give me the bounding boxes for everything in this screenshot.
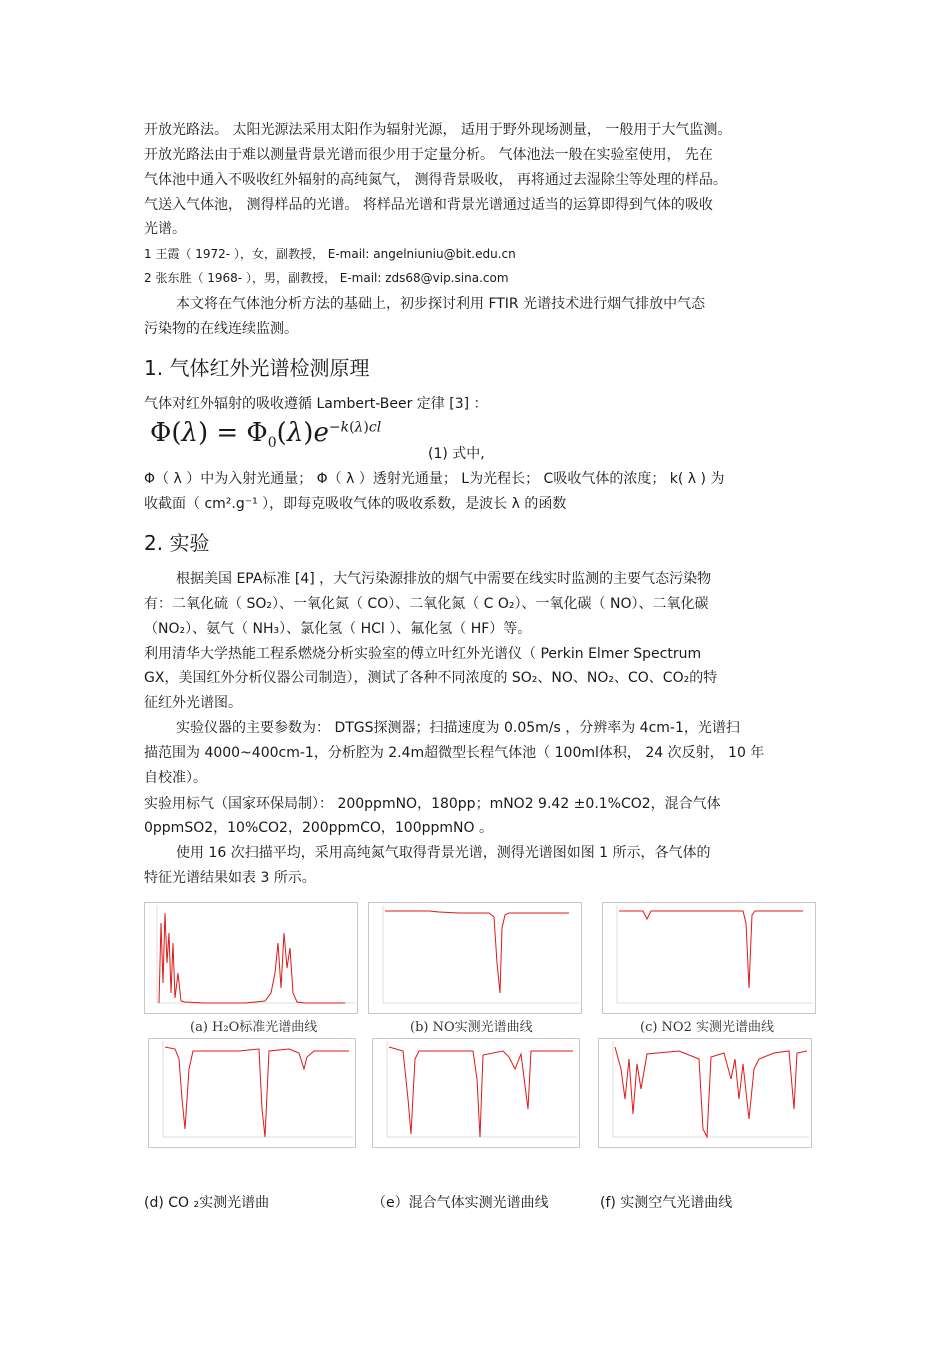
caption-a: (a) H₂O标准光谱曲线 bbox=[190, 1020, 318, 1035]
section2-line: 0ppmSO2，10%CO2，200ppmCO，100ppmNO 。 bbox=[144, 820, 493, 836]
section2-line: （NO₂）、氨气（ NH₃）、氯化氢（ HCl ）、氟化氢（ HF）等。 bbox=[144, 621, 532, 637]
section2-line: GX，美国红外分析仪器公司制造），测试了各种不同浓度的 SO₂、NO、NO₂、CO、CO₂的特 bbox=[144, 670, 718, 686]
spectrum-no bbox=[368, 902, 582, 1014]
caption-e: （e）混合气体实测光谱曲线 bbox=[372, 1195, 549, 1211]
spectrum-no2 bbox=[602, 902, 816, 1014]
section1-lead: 气体对红外辐射的吸收遵循 Lambert-Beer 定律 [3] ： bbox=[144, 396, 488, 412]
paragraph-line: 气送入气体池， 测得样品的光谱。 将样品光谱和背景光谱通过适当的运算即得到气体的吸收 bbox=[144, 197, 713, 213]
spectrum-h2o bbox=[144, 902, 358, 1014]
section2-line: 征红外光谱图。 bbox=[144, 695, 242, 711]
paragraph-line: 开放光路法。 太阳光源法采用太阳作为辐射光源， 适用于野外现场测量， 一般用于大气监测。 bbox=[144, 122, 732, 138]
section2-line: 描范围为 4000~400cm-1，分析腔为 2.4m超微型长程气体池（ 100ml体积， 24 次反射， 10 年 bbox=[144, 745, 765, 761]
section2-line: 使用 16 次扫描平均，采用高纯氮气取得背景光谱，测得光谱图如图 1 所示，各气体的 bbox=[176, 845, 711, 861]
section2-line: 自校准）。 bbox=[144, 770, 207, 786]
caption-c: (c) NO2 实测光谱曲线 bbox=[640, 1020, 774, 1035]
section-heading-1: 1. 气体红外光谱检测原理 bbox=[144, 356, 370, 380]
paragraph-line: 开放光路法由于难以测量背景光谱而很少用于定量分析。 气体池法一般在实验室使用， 先在 bbox=[144, 147, 713, 163]
spectrum-air bbox=[598, 1038, 812, 1148]
equation-label: (1) 式中, bbox=[428, 446, 485, 462]
section2-line: 特征光谱结果如表 3 所示。 bbox=[144, 870, 316, 886]
intro-line: 本文将在气体池分析方法的基础上，初步探讨利用 FTIR 光谱技术进行烟气排放中气态 bbox=[176, 296, 706, 312]
definition-line: 收截面（ cm².g⁻¹ ），即每克吸收气体的吸收系数，是波长 λ 的函数 bbox=[144, 496, 567, 512]
section2-line: 实验用标气（国家环保局制）： 200ppmNO，180pp；mNO2 9.42 ±0.1%CO2，混合气体 bbox=[144, 796, 721, 812]
section2-line: 有：二氧化硫（ SO₂）、一氧化氮（ CO）、二氧化氮（ C O₂）、一氧化碳（ NO）、二氧化碳 bbox=[144, 596, 709, 612]
paragraph-line: 光谱。 bbox=[144, 221, 186, 237]
footnote-2: 2 张东胜（ 1968- ），男，副教授， E-mail: zds68@vip.sina.com bbox=[144, 271, 509, 285]
caption-b: (b) NO实测光谱曲线 bbox=[410, 1020, 533, 1035]
caption-f: (f) 实测空气光谱曲线 bbox=[600, 1195, 733, 1211]
intro-line: 污染物的在线连续监测。 bbox=[144, 321, 298, 337]
footnote-1: 1 王霞（ 1972- ），女，副教授， E-mail: angelniuniu@bit.edu.cn bbox=[144, 247, 516, 261]
paragraph-line: 气体池中通入不吸收红外辐射的高纯氮气， 测得背景吸收， 再将通过去湿除尘等处理的样品。 bbox=[144, 172, 727, 188]
lambert-beer-equation: $\Phi(\lambda) = \Phi_0(\lambda)e^{-k(\lambda)cl}$ bbox=[150, 418, 382, 452]
spectrum-mixed-gas bbox=[372, 1038, 580, 1148]
section2-line: 利用清华大学热能工程系燃烧分析实验室的傅立叶红外光谱仪（ Perkin Elmer Spectrum bbox=[144, 646, 702, 662]
section-heading-2: 2. 实验 bbox=[144, 531, 210, 555]
section2-line: 实验仪器的主要参数为： DTGS探测器；扫描速度为 0.05m/s ，分辨率为 4cm-1，光谱扫 bbox=[176, 720, 740, 736]
spectrum-co2 bbox=[148, 1038, 356, 1148]
section2-line: 根据美国 EPA标准 [4] ，大气污染源排放的烟气中需要在线实时监测的主要气态污染物 bbox=[176, 571, 712, 587]
caption-d: (d) CO ₂实测光谱曲 bbox=[144, 1195, 270, 1211]
definition-line: Φ（ λ ）中为入射光通量； Φ（ λ ）透射光通量； L为光程长； C吸收气体的浓度； k( λ ) 为 bbox=[144, 471, 725, 487]
